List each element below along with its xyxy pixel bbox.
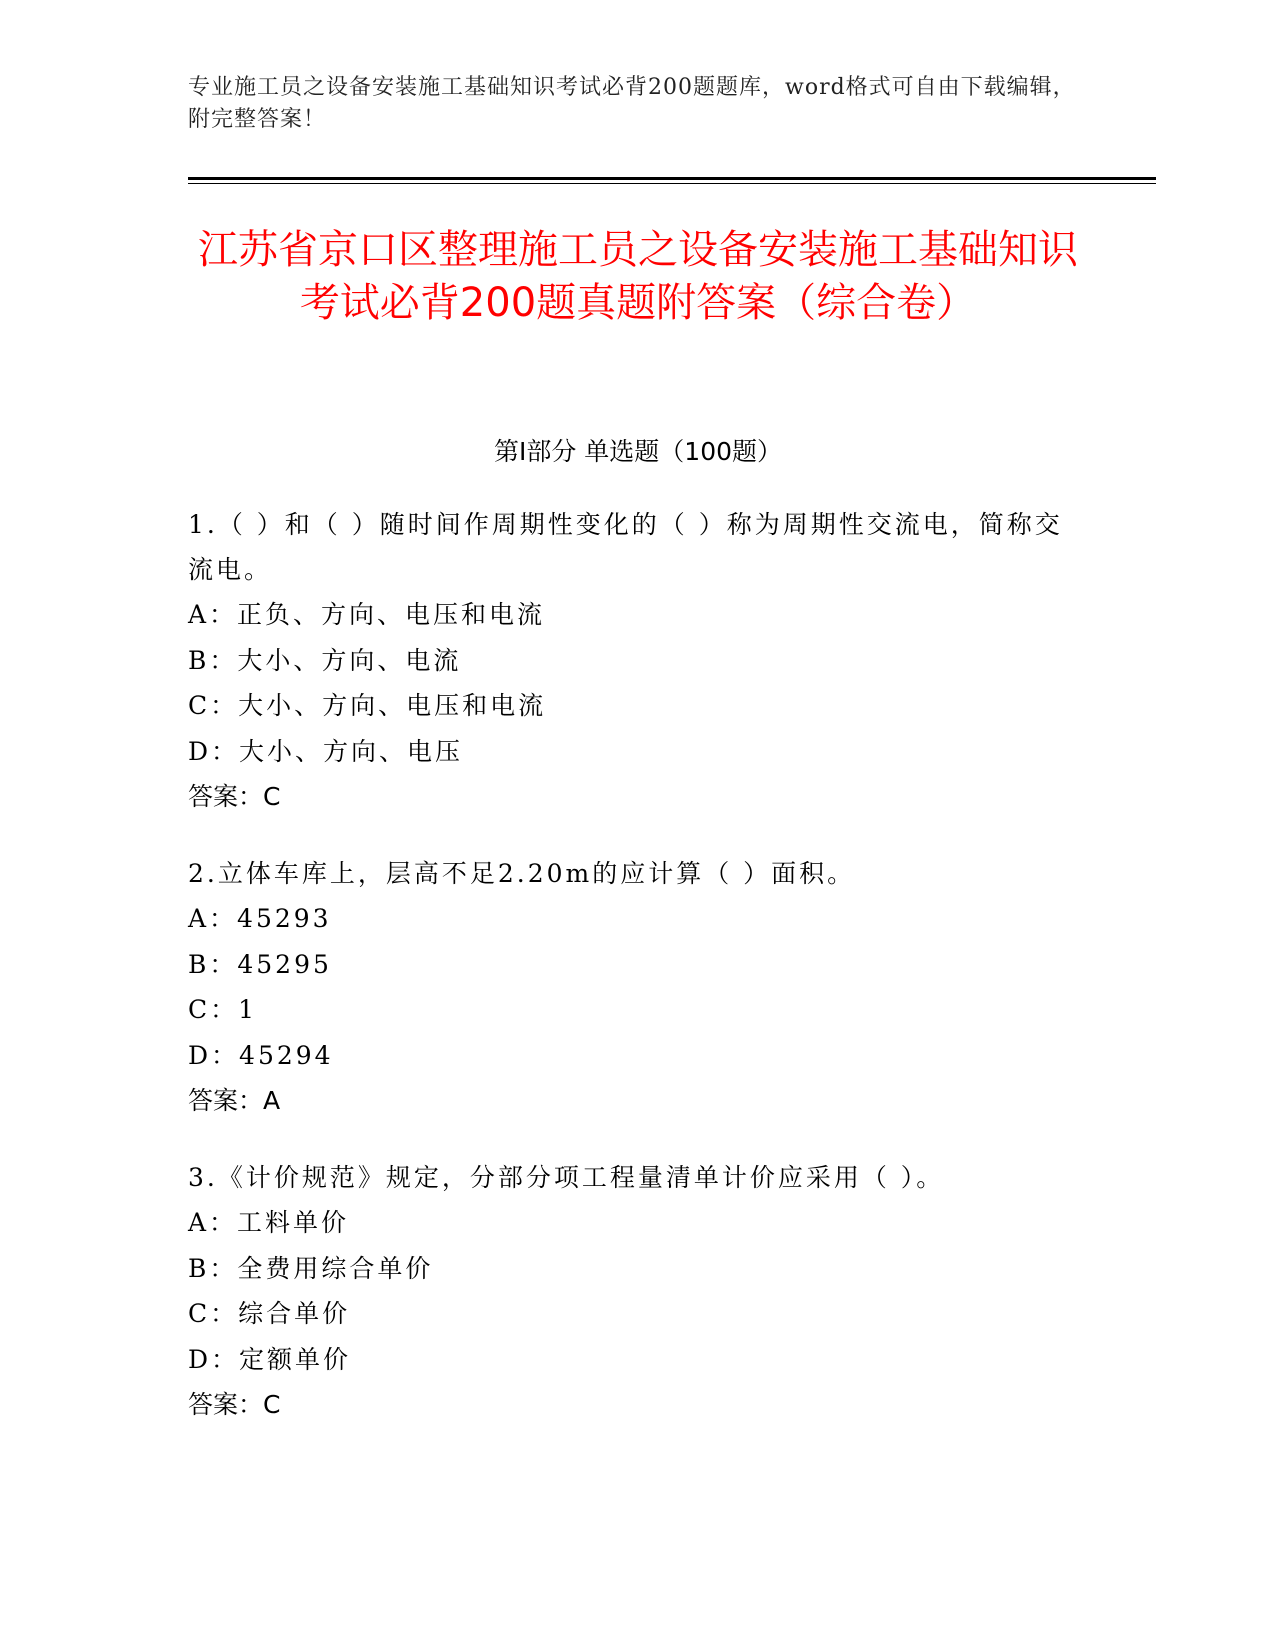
option-a: A：工料单价 — [188, 1208, 350, 1237]
option-b: B：45295 — [188, 949, 332, 979]
question-stem: 1.（ ）和（ ）随时间作周期性变化的（ ）称为周期性交流电，简称交流电。 — [188, 510, 1063, 584]
option-d: D：45294 — [188, 1040, 334, 1070]
answer: 答案：C — [188, 782, 281, 811]
option-c: C：大小、方向、电压和电流 — [188, 691, 547, 720]
question-1 — [188, 502, 1088, 819]
section-title: 第I部分 单选题（100题） — [493, 437, 783, 466]
option-c: C：综合单价 — [188, 1299, 351, 1328]
option-a: A：正负、方向、电压和电流 — [188, 600, 546, 629]
option-c: C：1 — [188, 995, 258, 1024]
question-stem: 3.《计价规范》规定，分部分项工程量清单计价应采用（ ）。 — [188, 1163, 945, 1192]
header-note: 专业施工员之设备安装施工基础知识考试必背200题题库，word格式可自由下载编辑，附完整答案！ — [188, 75, 1076, 132]
header-rule-thin — [188, 183, 1156, 184]
header-rule-thick — [188, 177, 1156, 180]
option-d: D：大小、方向、电压 — [188, 736, 464, 766]
option-b: B：大小、方向、电流 — [188, 645, 462, 675]
question-2 — [188, 851, 1088, 1123]
option-a: A：45293 — [188, 904, 332, 933]
option-d: D：定额单价 — [188, 1344, 352, 1374]
question-3 — [188, 1155, 1088, 1427]
answer: 答案：A — [188, 1086, 281, 1115]
answer: 答案：C — [188, 1390, 281, 1419]
question-stem: 2.立体车库上，层高不足2.20m的应计算（ ）面积。 — [188, 859, 856, 888]
document-title: 江苏省京口区整理施工员之设备安装施工基础知识考试必背200题真题附答案（综合卷） — [198, 227, 1078, 326]
option-b: B：全费用综合单价 — [188, 1253, 434, 1283]
